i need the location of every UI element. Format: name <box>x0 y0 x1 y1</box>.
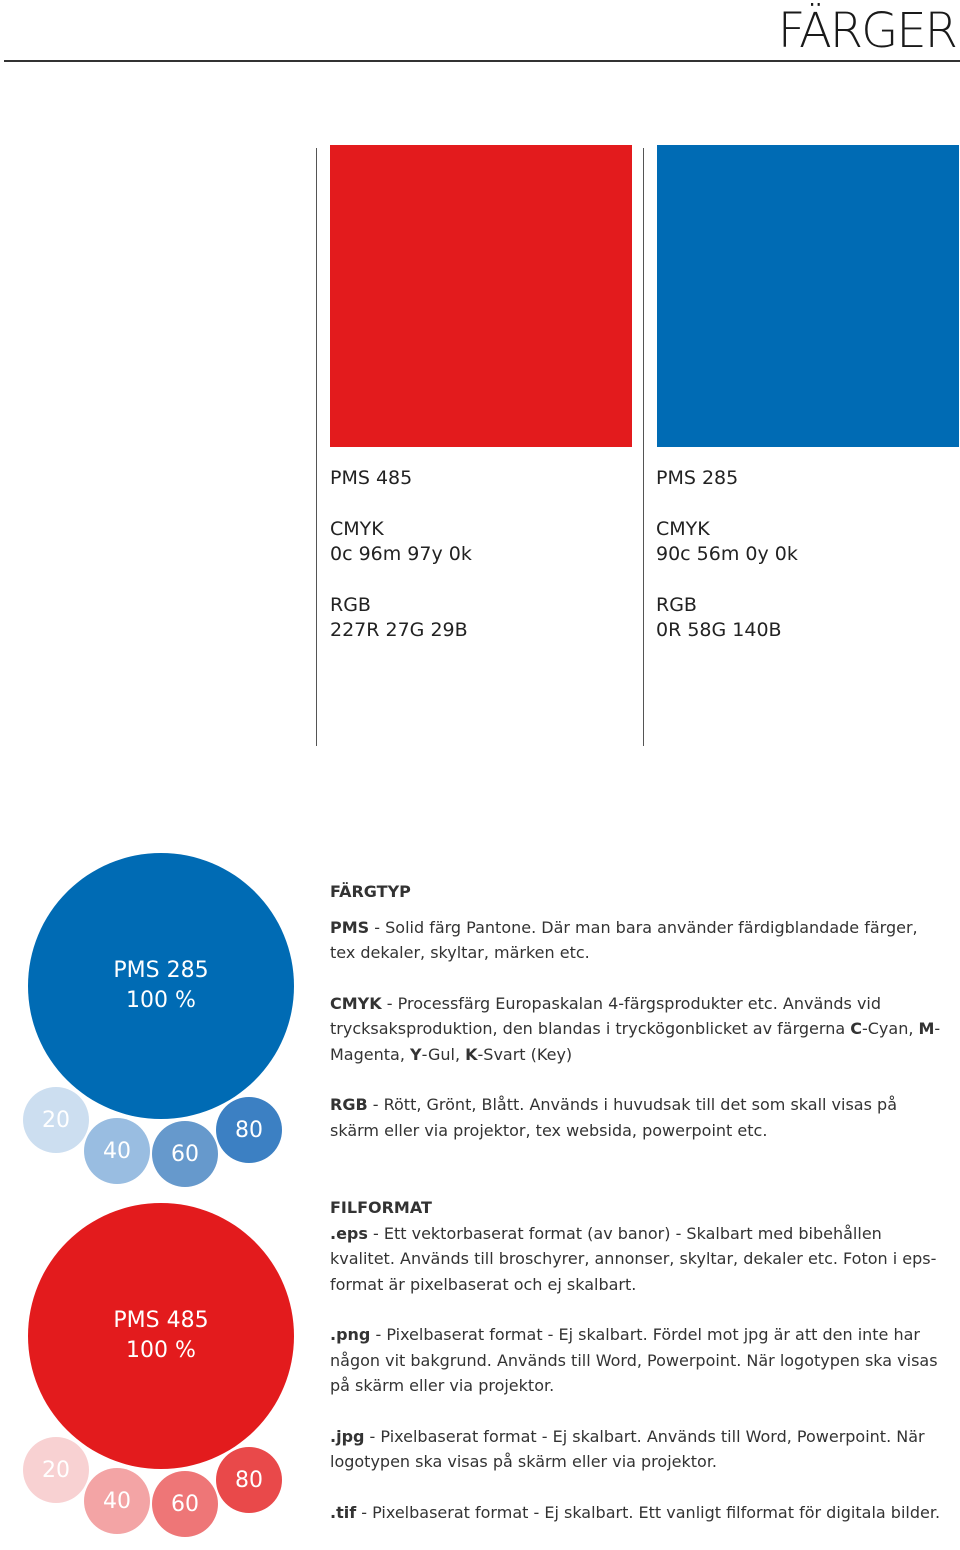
term: M <box>918 1019 935 1038</box>
spec-rgb-label: RGB <box>656 594 697 616</box>
divider-middle <box>643 148 644 746</box>
description: -Cyan, <box>861 1019 919 1038</box>
jpg-paragraph <box>330 1424 945 1475</box>
circle-percent: 100 % <box>126 1338 196 1363</box>
spec-cmyk-label: CMYK <box>330 518 384 540</box>
term: .tif <box>330 1502 357 1522</box>
spec-rgb-value: 0R 58G 140B <box>656 619 782 641</box>
tint-label: 80 <box>235 1467 263 1493</box>
description: - Pixelbaserat format - Ej skalbart. Används till Word, Powerpoint. När logotypen ska visas på skärm eller via projektor. <box>330 1426 925 1471</box>
circle-blue-40 <box>84 1118 150 1184</box>
filformat-heading: FILFORMAT <box>330 1198 432 1217</box>
description: - Ett vektorbaserat format (av banor) - Skalbart med bibehållen kvalitet. Används till broschyrer, annonser, skyltar, dekaler etc. Foton i eps-format är pixelbaserat och ej skalbart. <box>330 1223 937 1294</box>
description: - Solid färg Pantone. Där man bara använder färdigblandade färger, tex dekaler, skyltar, märken etc. <box>330 917 918 962</box>
term: .png <box>330 1325 371 1344</box>
description: - Processfärg Europaskalan 4-färgsprodukter etc. Används vid trycksaksproduktion, den blandas i tryckögonblicket av färgerna <box>330 993 882 1038</box>
circle-percent: 100 % <box>126 988 196 1013</box>
description: - Pixelbaserat format - Ej skalbart. Fördel mot jpg är att den inte har någon vit bakgrund. Används till Word, Powerpoint. När logotypen ska visas på skärm eller via projektor. <box>330 1325 938 1395</box>
description: -Gul, <box>421 1044 466 1064</box>
tint-label: 60 <box>171 1141 199 1167</box>
description: - Rött, Grönt, Blått. Används i huvudsak till det som skall visas på skärm eller via projektor, tex websida, powerpoint etc. <box>330 1095 897 1140</box>
description: -Magenta, <box>330 1019 941 1064</box>
tint-label: 40 <box>103 1138 131 1164</box>
term: CMYK <box>330 993 382 1013</box>
term: .eps <box>330 1223 368 1243</box>
tint-label: 60 <box>171 1491 199 1517</box>
fargtyp-section <box>330 879 945 1168</box>
circle-red-80 <box>216 1447 282 1513</box>
spec-pms: PMS 485 <box>330 467 413 489</box>
circle-red-20 <box>23 1437 89 1503</box>
circle-red-40 <box>84 1468 150 1534</box>
cmyk-paragraph <box>330 991 945 1068</box>
spec-pms: PMS 285 <box>656 467 739 489</box>
circle-blue-20 <box>23 1087 89 1153</box>
spec-blue <box>656 466 798 669</box>
circle-label: PMS 485 <box>113 1308 209 1333</box>
spec-rgb-label: RGB <box>330 594 371 616</box>
rgb-paragraph <box>330 1092 945 1143</box>
tint-label: 20 <box>42 1457 70 1483</box>
page-title: FÄRGER <box>777 3 956 59</box>
circle-red-60 <box>152 1471 218 1537</box>
circle-label: PMS 285 <box>113 958 209 983</box>
pms-paragraph <box>330 915 945 966</box>
spec-rgb-value: 227R 27G 29B <box>330 619 468 641</box>
description: -Svart (Key) <box>477 1044 573 1064</box>
swatch-red <box>330 145 632 447</box>
term: RGB <box>330 1095 368 1114</box>
tint-label: 80 <box>235 1117 263 1143</box>
spec-cmyk-value: 90c 56m 0y 0k <box>656 543 798 565</box>
divider-left <box>316 148 317 746</box>
term: K <box>465 1044 478 1064</box>
term: C <box>850 1019 862 1038</box>
spec-cmyk-label: CMYK <box>656 518 710 540</box>
filformat-section <box>330 1195 945 1550</box>
circle-blue-60 <box>152 1121 218 1187</box>
description: - Pixelbaserat format - Ej skalbart. Ett vanligt filformat för digitala bilder. <box>356 1502 941 1522</box>
circle-red-100 <box>28 1203 294 1469</box>
circle-blue-100 <box>28 853 294 1119</box>
swatch-blue <box>657 145 959 447</box>
title-divider <box>4 60 960 62</box>
spec-cmyk-value: 0c 96m 97y 0k <box>330 543 472 565</box>
tint-label: 20 <box>42 1107 70 1133</box>
term: PMS <box>330 917 370 937</box>
circle-blue-80 <box>216 1097 282 1163</box>
fargtyp-heading: FÄRGTYP <box>330 882 411 901</box>
term: Y <box>410 1044 422 1064</box>
png-paragraph <box>330 1322 945 1399</box>
eps-paragraph <box>330 1221 945 1298</box>
tint-label: 40 <box>103 1488 131 1514</box>
spec-red <box>330 466 472 669</box>
term: .jpg <box>330 1426 365 1446</box>
tif-paragraph <box>330 1500 945 1526</box>
